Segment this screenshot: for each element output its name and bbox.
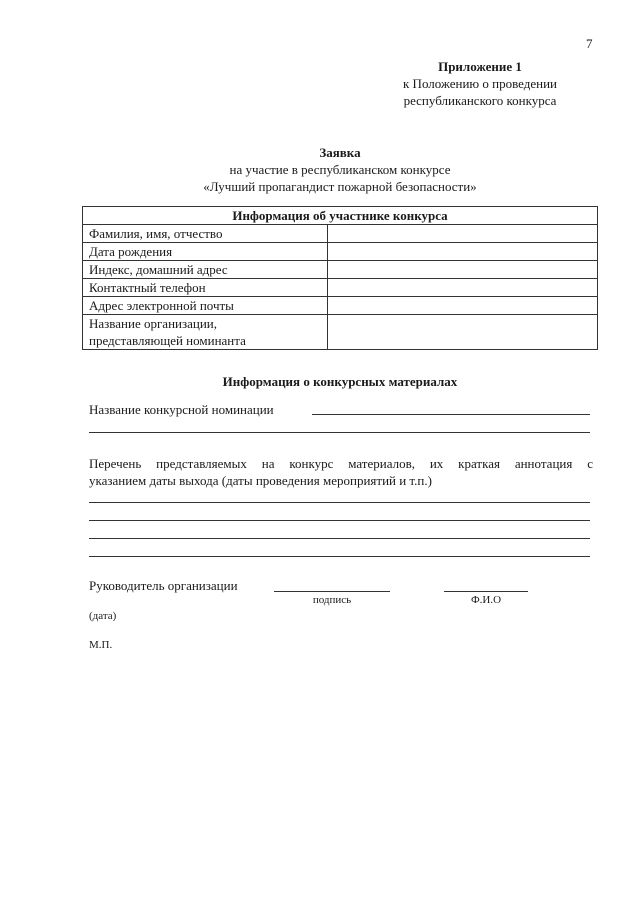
table-header-row [83, 207, 598, 225]
nomination-label: Название конкурсной номинации [89, 402, 274, 417]
row-label-organization [83, 315, 328, 350]
row-label-email: Адрес электронной почты [83, 297, 328, 315]
table-row [83, 279, 598, 297]
row-label-birth-date: Дата рождения [83, 243, 328, 261]
table-row [83, 315, 598, 350]
head-of-organization-label: Руководитель организации [89, 578, 238, 593]
materials-list-line-1: Перечень представляемых на конкурс материалов, их краткая аннотация с [89, 456, 593, 471]
appendix-note [380, 58, 580, 109]
row-value-phone[interactable] [328, 279, 598, 297]
full-name-input-line[interactable] [444, 591, 528, 592]
table-header: Информация об участнике конкурса [83, 207, 598, 225]
row-value-home-address[interactable] [328, 261, 598, 279]
date-label: (дата) [89, 610, 117, 622]
table-row [83, 261, 598, 279]
row-value-organization[interactable] [328, 315, 598, 350]
materials-input-line-3[interactable] [89, 538, 590, 539]
signature-input-line[interactable] [274, 591, 390, 592]
materials-list-line-2: указанием даты выхода (даты проведения мероприятий и т.п.) [89, 473, 432, 488]
stamp-label: М.П. [89, 639, 113, 651]
heading-line-1: на участие в республиканском конкурсе [229, 162, 451, 177]
heading-line-2: «Лучший пропагандист пожарной безопасности» [203, 179, 477, 194]
table-row [83, 297, 598, 315]
page-number: 7 [586, 36, 593, 51]
row-value-full-name[interactable] [328, 225, 598, 243]
participant-info-table [82, 206, 598, 350]
document-title: Заявка [319, 145, 361, 160]
row-label-phone: Контактный телефон [83, 279, 328, 297]
appendix-line-1: к Положению о проведении [402, 76, 558, 91]
materials-input-line-4[interactable] [89, 556, 590, 557]
organization-label-line-2: представляющей номинанта [89, 333, 246, 348]
signature-caption: подпись [312, 594, 352, 606]
materials-input-line-2[interactable] [89, 520, 590, 521]
document-heading [80, 144, 600, 195]
row-label-home-address: Индекс, домашний адрес [83, 261, 328, 279]
row-value-birth-date[interactable] [328, 243, 598, 261]
organization-label-line-1: Название организации, [89, 316, 218, 331]
appendix-line-2: республиканского конкурса [403, 93, 557, 108]
appendix-title: Приложение 1 [438, 59, 522, 74]
table-row [83, 243, 598, 261]
materials-input-line-1[interactable] [89, 502, 590, 503]
nomination-input-line[interactable] [312, 414, 590, 415]
nomination-continuation-line[interactable] [89, 432, 590, 433]
row-label-full-name: Фамилия, имя, отчество [83, 225, 328, 243]
full-name-caption: Ф.И.О [470, 594, 502, 606]
materials-section-title: Информация о конкурсных материалах [222, 374, 458, 389]
row-value-email[interactable] [328, 297, 598, 315]
table-row [83, 225, 598, 243]
